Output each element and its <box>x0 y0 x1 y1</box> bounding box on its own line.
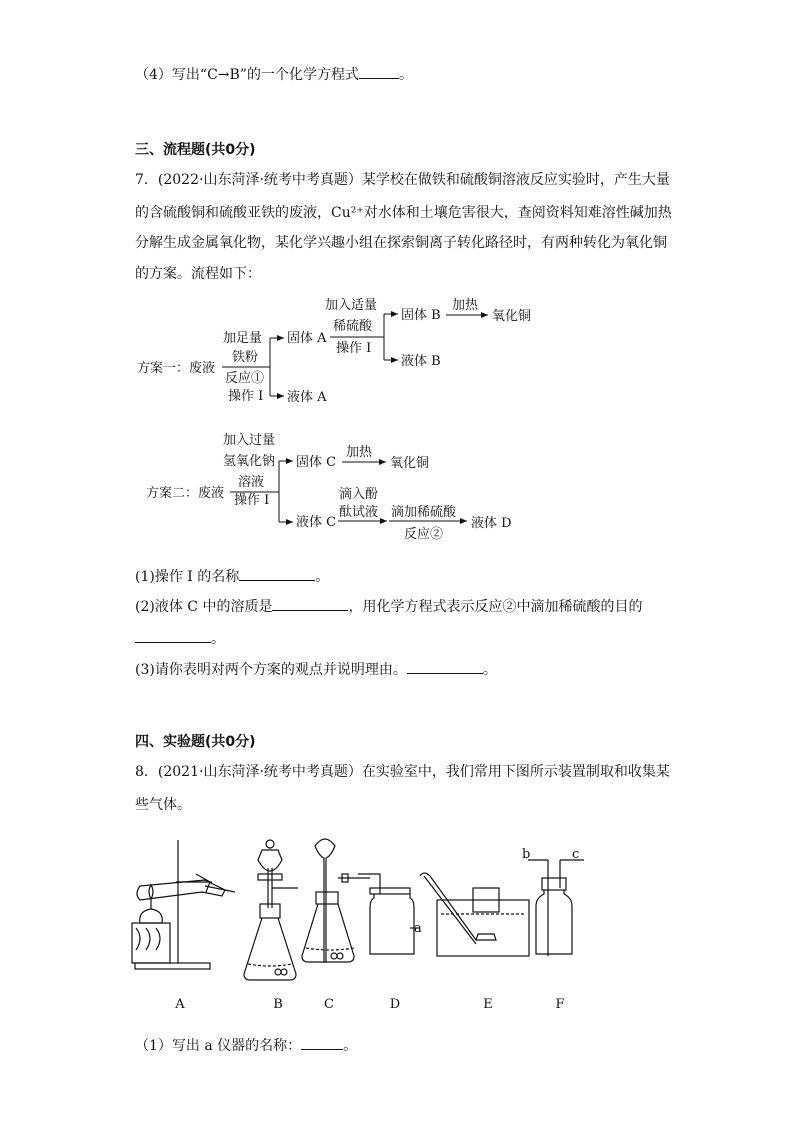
liquid-c: 液体 C <box>296 515 337 530</box>
liquid-a: 液体 A <box>287 390 327 405</box>
scheme-1-label: 方案一：废液 <box>137 361 216 376</box>
question-7-sub-2 <box>135 596 642 617</box>
heat-label: 加热 <box>346 445 373 460</box>
apparatus-label-f: F <box>555 997 565 1012</box>
question-7-line-4: 的方案。流程如下： <box>135 266 261 282</box>
question-text: ，用化学方程式表示反应②中滴加稀硫酸的目的 <box>348 599 643 615</box>
mark-c: c <box>572 847 580 862</box>
apparatus-a-drawing <box>132 840 235 969</box>
question-7-sub-1 <box>135 566 329 587</box>
answer-blank[interactable] <box>407 659 483 674</box>
answer-blank[interactable] <box>239 566 315 581</box>
question-text: （4）写出“C→B”的一个化学方程式 <box>135 67 359 83</box>
question-text: (1)操作 I 的名称 <box>135 569 240 585</box>
copper-oxide: 氧化铜 <box>390 456 430 471</box>
heat-label: 加热 <box>452 298 479 313</box>
punctuation: 。 <box>343 1038 358 1054</box>
condition-label: 操作 I <box>234 493 270 508</box>
apparatus-label-b: B <box>273 997 283 1012</box>
flow-diagram-scheme-1 <box>0 290 794 420</box>
solid-b: 固体 B <box>401 308 441 323</box>
condition-label: 反应① <box>225 371 265 386</box>
condition-label: 酞试液 <box>339 505 379 520</box>
scheme-2-label: 方案二：废液 <box>146 486 225 501</box>
condition-label: 溶液 <box>238 475 265 490</box>
solid-c: 固体 C <box>296 455 337 470</box>
punctuation: 。 <box>211 631 225 647</box>
condition-label: 加入过量 <box>223 433 276 448</box>
section-title-3: 三、流程题(共0分) <box>135 142 256 158</box>
question-text: (2)液体 C 中的溶质是 <box>135 599 273 615</box>
condition-label: 反应② <box>404 527 444 542</box>
question-7-sub-3 <box>135 659 497 680</box>
question-7-line-1: 7．(2022·山东菏泽·统考中考真题）某学校在做铁和硫酸铜溶液反应实验时，产生大量 <box>135 172 670 188</box>
question-8-line-2: 些气体。 <box>135 797 191 813</box>
apparatus-label-e: E <box>483 997 493 1012</box>
condition-label: 稀硫酸 <box>333 319 373 334</box>
liquid-b: 液体 B <box>401 354 441 369</box>
section-title-4: 四、实验题(共0分) <box>135 734 256 750</box>
liquid-d: 液体 D <box>471 516 512 531</box>
answer-blank[interactable] <box>359 64 399 79</box>
flow-diagram-scheme-2 <box>0 425 794 550</box>
question-8-line-1: 8．(2021·山东菏泽·统考中考真题）在实验室中，我们常用下图所示装置制取和收集某 <box>135 764 670 780</box>
solid-a: 固体 A <box>287 331 327 346</box>
question-text: （1）写出 a 仪器的名称： <box>135 1038 302 1054</box>
question-7-line-3: 分解生成金属氧化物，某化学兴趣小组在探索铜离子转化路径时，有两种转化为氧化铜 <box>135 235 667 251</box>
question-7-line-2: 的含硫酸铜和硫酸亚铁的废液，Cu²⁺对水体和土壤危害很大，查阅资料知难溶性碱加热 <box>135 205 672 221</box>
condition-label: 操作 I <box>336 341 372 356</box>
punctuation: 。 <box>315 569 330 585</box>
apparatus-label-a: A <box>175 997 185 1012</box>
condition-label: 氢氧化钠 <box>223 454 276 469</box>
condition-label: 操作 I <box>228 389 264 404</box>
answer-blank[interactable] <box>301 1035 343 1050</box>
answer-blank[interactable] <box>272 596 348 611</box>
mark-b: b <box>522 847 531 862</box>
copper-oxide: 氧化铜 <box>492 309 532 324</box>
condition-label: 滴入酚 <box>339 487 379 502</box>
apparatus-c-drawing <box>302 839 370 962</box>
condition-label: 加足量 <box>223 331 263 346</box>
apparatus-label-d: D <box>389 997 401 1012</box>
apparatus-b-drawing <box>244 840 298 980</box>
question-4-line <box>135 64 413 85</box>
mark-a: a <box>414 921 422 936</box>
apparatus-e-drawing <box>420 873 529 956</box>
answer-blank[interactable] <box>135 628 211 643</box>
apparatus-d-drawing <box>358 874 420 954</box>
question-8-sub-1 <box>135 1035 357 1056</box>
question-7-sub-2-cont <box>135 628 225 649</box>
condition-label: 加入适量 <box>325 298 378 313</box>
condition-label: 滴加稀硫酸 <box>391 505 457 520</box>
punctuation: 。 <box>482 662 497 678</box>
condition-label: 铁粉 <box>232 350 259 365</box>
apparatus-label-c: C <box>324 997 334 1012</box>
punctuation: 。 <box>398 67 413 83</box>
question-text: (3)请你表明对两个方案的观点并说明理由。 <box>135 662 407 678</box>
lab-apparatus-figure <box>0 828 794 988</box>
apparatus-f-drawing <box>528 860 584 956</box>
